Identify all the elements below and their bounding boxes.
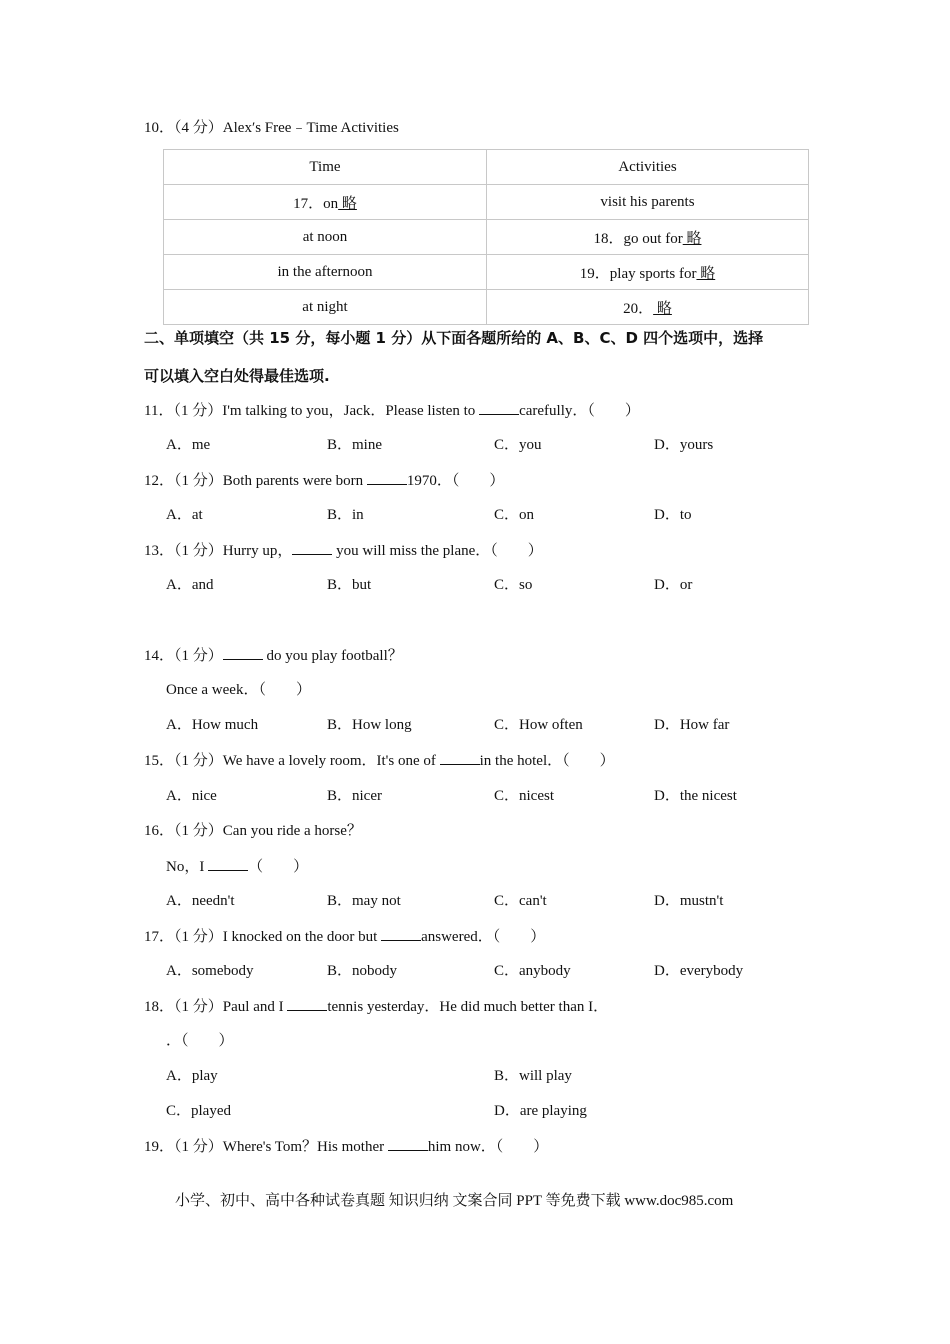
time-cell: at noon (302, 228, 348, 245)
answer-blank (479, 400, 519, 415)
option-b: B．mine (327, 437, 382, 453)
answer-blank (223, 645, 263, 660)
option-c: C．so (494, 577, 533, 593)
question-subline (166, 856, 308, 877)
option-b: B．may not (327, 893, 401, 909)
header-time: Time (164, 150, 487, 185)
question-text-end: him now．（ ） (427, 1139, 549, 1155)
option-a: A．play (166, 1068, 218, 1084)
option-d: D．or (654, 577, 693, 593)
table-row (164, 185, 809, 220)
option-a: A．at (166, 507, 203, 523)
answer-blank (367, 470, 407, 485)
question-text-end: answered．（ ） (421, 929, 546, 945)
answer-blank (287, 996, 327, 1011)
question-score: （1 分） (174, 648, 223, 664)
option-d: D．to (654, 507, 692, 523)
question-number: 10． (144, 120, 175, 136)
section-heading-cont: 可以填入空白处得最佳选项. (144, 367, 330, 385)
question-number: 15． (144, 753, 175, 769)
question-number: 17． (144, 929, 175, 945)
question-11 (144, 400, 640, 421)
answer-blank (292, 540, 332, 555)
question-score: （1 分） (174, 823, 223, 839)
option-b: B．but (327, 577, 372, 593)
question-text-end: tennis yesterday．He did much better than I． (327, 999, 609, 1015)
question-19 (144, 1136, 548, 1157)
header-activities: Activities (487, 150, 809, 185)
activities-table (163, 149, 809, 325)
question-score: （1 分） (174, 1139, 223, 1155)
option-a: A．How much (166, 717, 259, 733)
activity-cell: 19．play sports for (579, 265, 697, 282)
question-text: Where's Tom？His mother (222, 1139, 388, 1155)
question-text-end: do you play football？ (262, 648, 403, 664)
question-17 (144, 926, 545, 947)
activity-cell: 20． (623, 300, 654, 317)
question-text: Both parents were born (222, 473, 367, 489)
question-18 (144, 996, 608, 1017)
question-text: No，I (166, 859, 209, 875)
table-header-row (164, 150, 809, 185)
option-b: B．will play (494, 1068, 572, 1084)
question-text-end: in the hotel．（ ） (479, 753, 615, 769)
activity-cell: visit his parents (600, 193, 695, 210)
question-number: 12． (144, 473, 175, 489)
option-a: A．needn't (166, 893, 235, 909)
answer-blank: 略 (338, 195, 357, 212)
option-d: D．are playing (494, 1103, 587, 1119)
question-text-end: you will miss the plane．（ ） (332, 543, 543, 559)
question-16 (144, 821, 362, 841)
option-d: D．yours (654, 437, 714, 453)
question-text-end: 1970．（ ） (406, 473, 505, 489)
section-heading: 二、单项填空（共 15 分，每小题 1 分）从下面各题所给的 A、B、C、D 四个选项中，选择 (144, 329, 764, 347)
question-text: Can you ride a horse？ (222, 823, 362, 839)
question-number: 13． (144, 543, 175, 559)
answer-blank (208, 856, 248, 871)
option-c: C．nicest (494, 788, 554, 804)
answer-blank: 略 (682, 230, 702, 247)
question-score: （1 分） (174, 753, 223, 769)
question-subline: ．（ ） (166, 1033, 234, 1049)
question-score: （4 分） (174, 120, 223, 136)
answer-blank (388, 1136, 428, 1151)
option-c: C．anybody (494, 963, 571, 979)
question-text: Paul and I (222, 999, 288, 1015)
option-d: D．the nicest (654, 788, 737, 804)
table-title: Alex′s Free﹣Time Activities (222, 120, 399, 136)
question-text-end: carefully．（ ） (519, 403, 640, 419)
option-b: B．in (327, 507, 364, 523)
option-b: B．How long (327, 717, 412, 733)
option-d: D．How far (654, 717, 730, 733)
q10-heading (144, 118, 399, 138)
option-a: A．somebody (166, 963, 254, 979)
question-score: （1 分） (174, 999, 223, 1015)
question-text: I'm talking to you，Jack．Please listen to (222, 403, 480, 419)
option-a: A．and (166, 577, 214, 593)
question-13 (144, 540, 543, 561)
question-14 (144, 645, 403, 666)
question-15 (144, 750, 615, 771)
activity-cell: 18．go out for (593, 230, 683, 247)
question-text-end: （ ） (248, 859, 309, 875)
option-c: C．on (494, 507, 535, 523)
table-row (164, 290, 809, 325)
page-footer: 小学、初中、高中各种试卷真题 知识归纳 文案合同 PPT 等免费下载 www.doc985.com (175, 1193, 734, 1209)
question-text: We have a lovely room．It's one of (222, 753, 440, 769)
table-row (164, 255, 809, 290)
question-number: 19． (144, 1139, 175, 1155)
option-a: A．nice (166, 788, 217, 804)
option-c: C．can't (494, 893, 547, 909)
time-cell: in the afternoon (277, 263, 373, 280)
question-subline: Once a week．（ ） (166, 682, 311, 698)
question-score: （1 分） (174, 543, 223, 559)
table-row (164, 220, 809, 255)
option-c: C．played (166, 1103, 231, 1119)
question-score: （1 分） (174, 473, 223, 489)
time-cell: at night (302, 298, 348, 315)
question-number: 14． (144, 648, 175, 664)
answer-blank (381, 926, 421, 941)
option-d: D．everybody (654, 963, 744, 979)
option-d: D．mustn't (654, 893, 724, 909)
option-b: B．nobody (327, 963, 398, 979)
option-c: C．How often (494, 717, 583, 733)
question-text: I knocked on the door but (222, 929, 382, 945)
option-a: A．me (166, 437, 211, 453)
option-c: C．you (494, 437, 542, 453)
option-b: B．nicer (327, 788, 382, 804)
answer-blank: 略 (653, 300, 672, 317)
answer-blank: 略 (696, 265, 716, 282)
question-text: Hurry up， (222, 543, 293, 559)
question-score: （1 分） (174, 929, 223, 945)
answer-blank (440, 750, 480, 765)
question-score: （1 分） (173, 403, 223, 419)
question-12 (144, 470, 504, 491)
question-number: 11． (144, 403, 174, 419)
time-cell: 17．on (293, 195, 339, 212)
question-number: 16． (144, 823, 175, 839)
question-number: 18． (144, 999, 175, 1015)
